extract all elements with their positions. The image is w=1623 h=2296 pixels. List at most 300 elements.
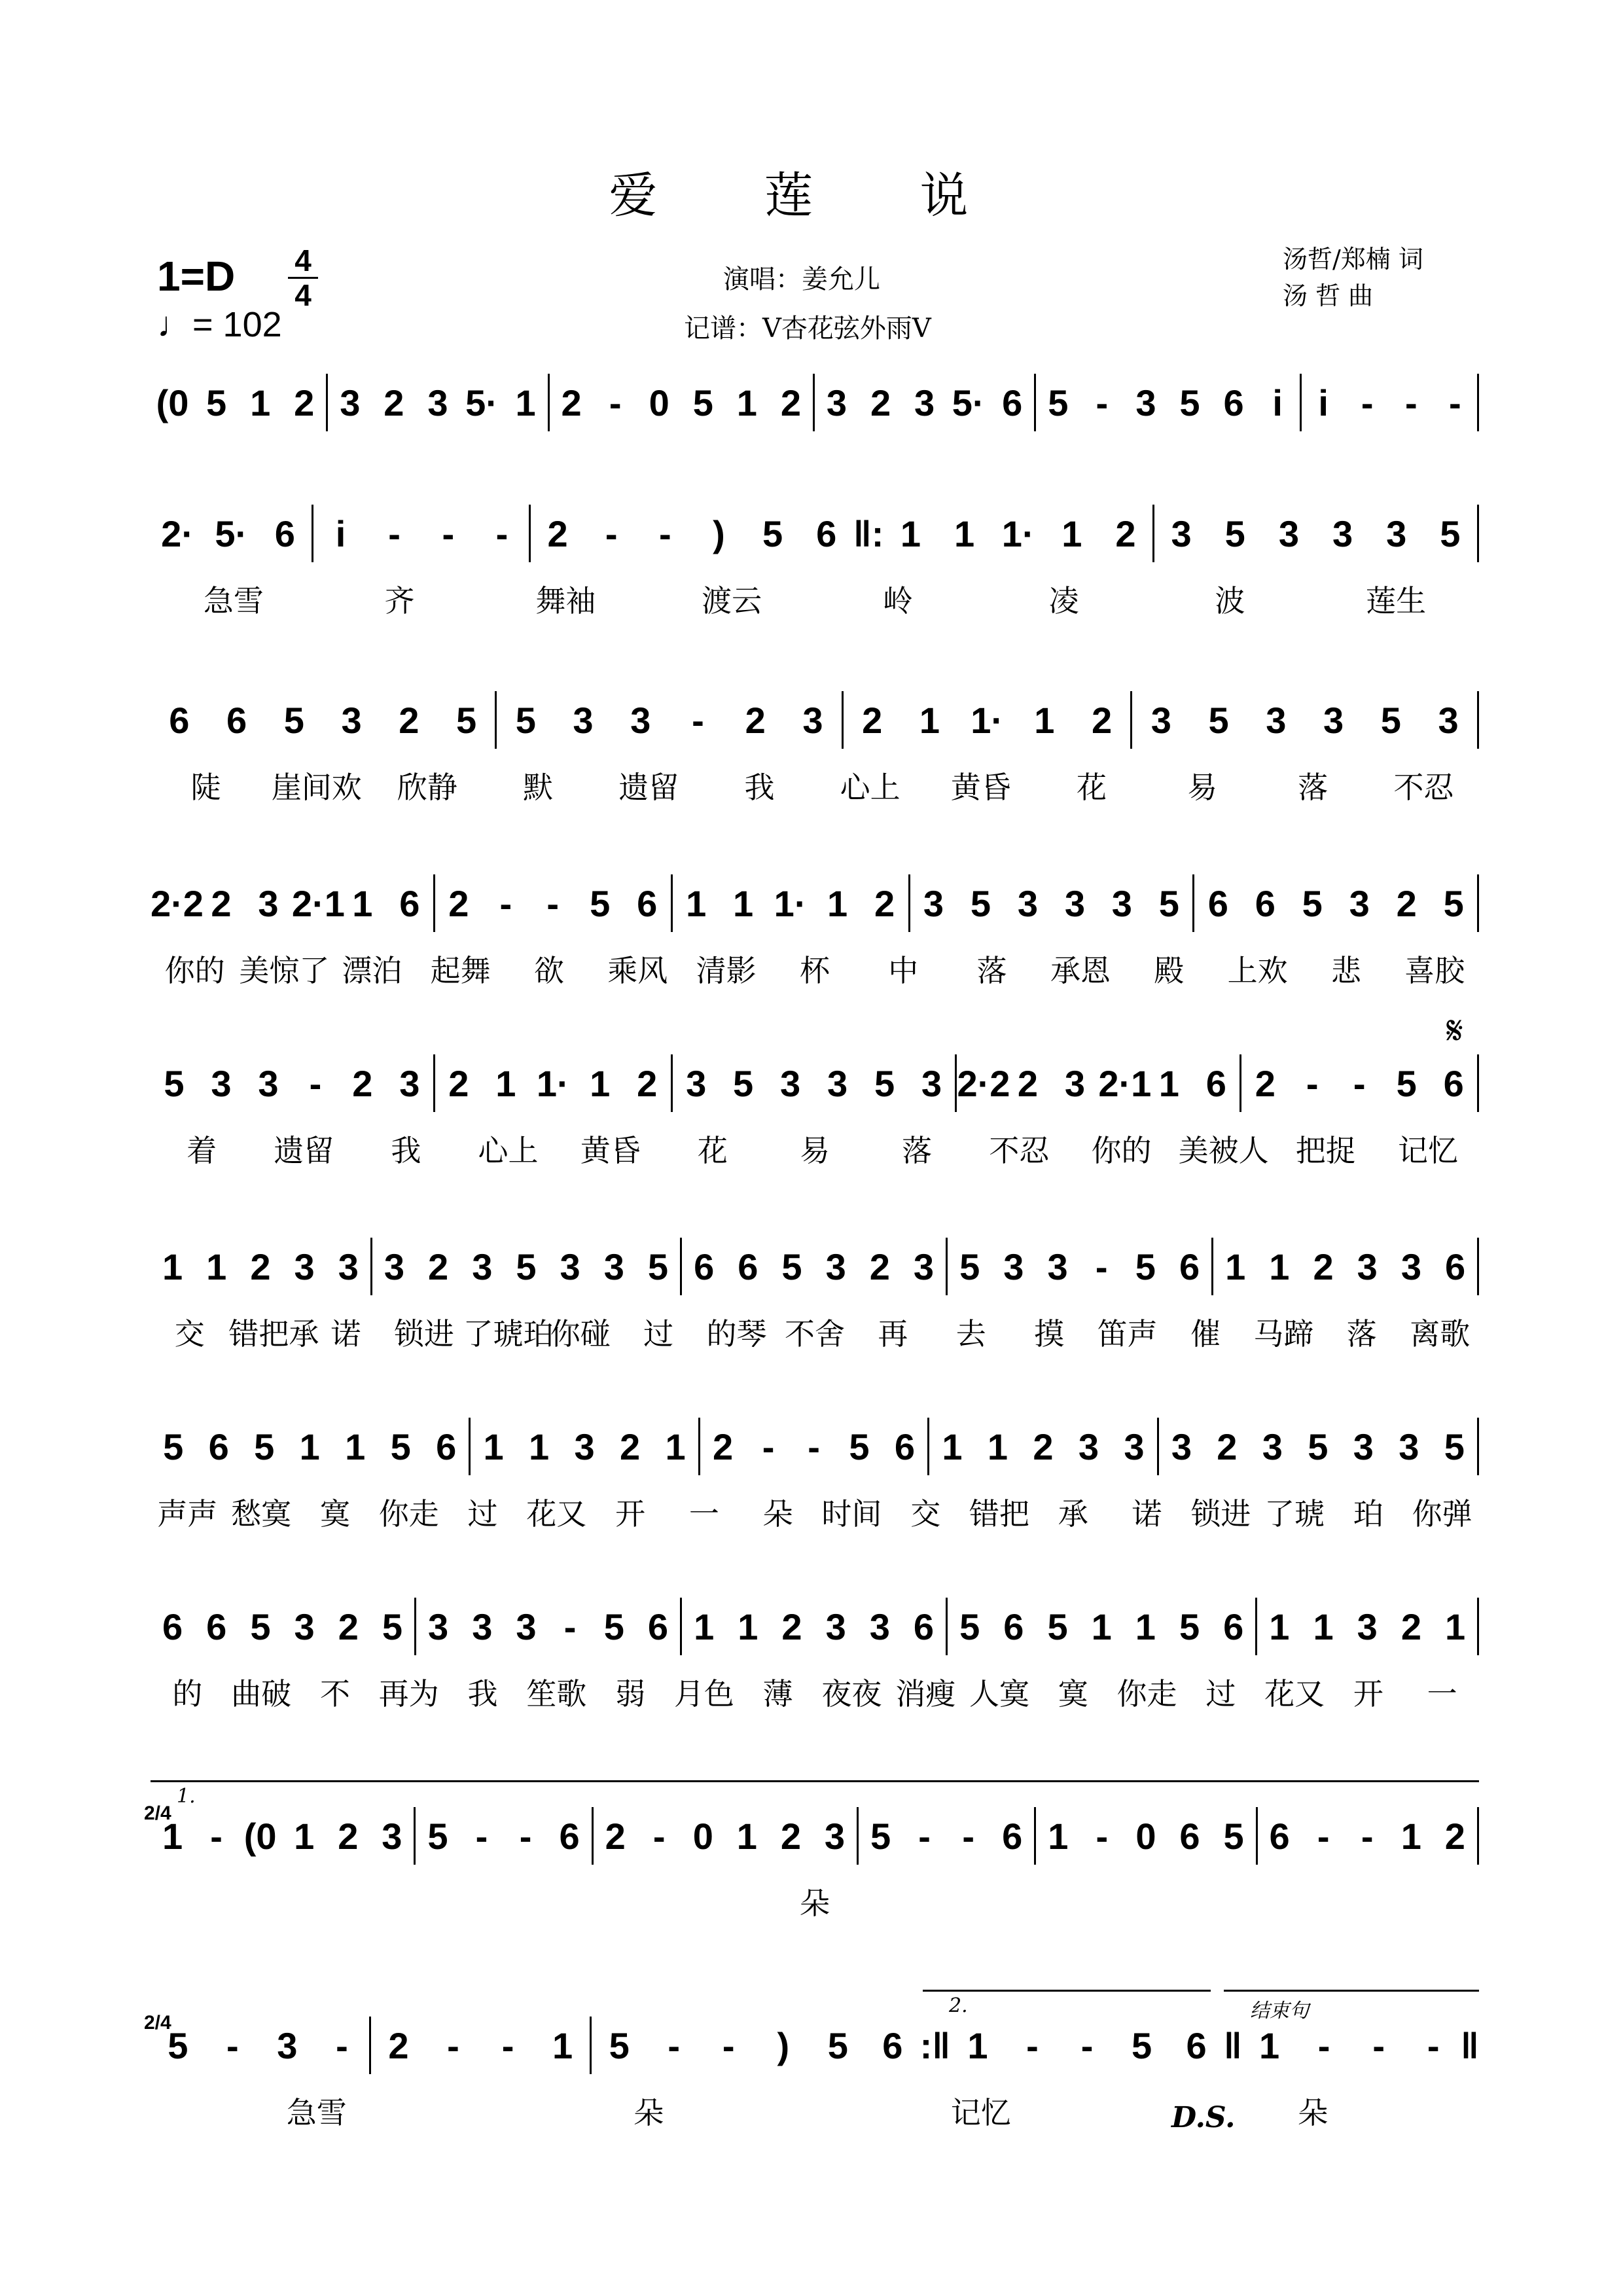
note: 3 <box>1353 1426 1374 1467</box>
note: 2 <box>1115 512 1136 554</box>
note: - <box>309 1062 322 1104</box>
note: 2 <box>547 512 568 554</box>
note: 2 <box>637 1062 658 1104</box>
lyric-word: 欲 <box>533 953 564 988</box>
note: - <box>1095 1246 1108 1287</box>
lyric-word: 过 <box>1205 1676 1236 1712</box>
lyric-word: 落 <box>1346 1316 1377 1352</box>
note: 3 <box>1064 882 1085 924</box>
note: 6 <box>1179 1815 1200 1857</box>
note: 2 <box>1400 1605 1421 1647</box>
lyric-word: 不舍 <box>784 1316 845 1352</box>
note: 2 <box>1033 1426 1054 1467</box>
note: 3 <box>427 382 448 423</box>
note: 1· <box>1001 512 1035 554</box>
lyric-word: 把捉 <box>1295 1133 1356 1168</box>
lyric-word: 美被人 <box>1178 1133 1269 1168</box>
note: 1 <box>162 1246 183 1287</box>
dal-segno-mark: D.S. <box>1171 2101 1236 2134</box>
note: 2 <box>448 1062 469 1104</box>
note: 1 <box>954 512 975 554</box>
note: 3 <box>1400 1246 1421 1287</box>
lyric-word: 锁进 <box>1190 1496 1251 1532</box>
note: 1· <box>971 699 1004 741</box>
notation-line <box>151 1597 1479 1656</box>
note: 3 <box>686 1062 707 1104</box>
repeat-barline: ‖ <box>1460 2024 1479 2066</box>
singer-credit: 演唱：姜允儿 <box>723 264 880 295</box>
lyric-word: 陡 <box>190 770 221 805</box>
lyric-word: 易 <box>1187 770 1218 805</box>
note: 3 <box>827 1062 848 1104</box>
repeat-barline: ‖: <box>853 512 884 554</box>
note: 2·1 <box>291 882 345 924</box>
barline <box>1477 505 1479 562</box>
lyric-word: 你的 <box>164 953 225 988</box>
note: 6 <box>399 882 420 924</box>
lyric-line <box>151 764 1479 803</box>
note: 2 <box>352 1062 373 1104</box>
lyric-word: 你走 <box>1116 1676 1177 1712</box>
note: 1 <box>942 1426 963 1467</box>
lyric-line <box>151 947 1479 986</box>
note: 1 <box>1269 1605 1290 1647</box>
note: 2 <box>862 699 883 741</box>
note: 1 <box>1091 1605 1112 1647</box>
note: 3 <box>825 1246 846 1287</box>
note: 3 <box>1266 699 1287 741</box>
note: - <box>1080 2024 1094 2066</box>
note: 1 <box>1048 1815 1069 1857</box>
notation-line <box>151 1806 1479 1865</box>
note: - <box>1096 1815 1109 1857</box>
note: - <box>605 512 618 554</box>
note: 3 <box>921 1062 942 1104</box>
note: 3 <box>824 1815 846 1857</box>
note: 3 <box>382 1815 402 1857</box>
note: 1 <box>1061 512 1082 554</box>
notation-line <box>151 1237 1479 1296</box>
lyric-word: 乘风 <box>607 953 668 988</box>
note: 1 <box>495 1062 516 1104</box>
note: 2 <box>448 882 469 924</box>
note: 0 <box>649 382 669 423</box>
lyric-line <box>151 577 1479 617</box>
note: - <box>499 882 512 924</box>
note: 6 <box>1002 1815 1023 1857</box>
note: 6 <box>559 1815 580 1857</box>
note: 3 <box>1171 1426 1192 1467</box>
volta-label: 2. <box>949 1994 968 2017</box>
note: 5 <box>762 512 783 554</box>
note: 5 <box>390 1426 411 1467</box>
lyric-word: 马蹄 <box>1253 1316 1314 1352</box>
note: 6 <box>436 1426 457 1467</box>
note: - <box>1317 1815 1330 1857</box>
lyric-word: 不忍 <box>989 1133 1050 1168</box>
lyric-word: 薄 <box>762 1676 793 1712</box>
lyric-word: 离歌 <box>1410 1316 1471 1352</box>
note: 3 <box>258 1062 279 1104</box>
note: 1 <box>967 2024 988 2066</box>
note: - <box>1026 2024 1039 2066</box>
lyric-word: 开 <box>1353 1676 1383 1712</box>
lyric-line <box>151 1880 1479 1919</box>
note: 3 <box>383 1246 405 1287</box>
note: 1 <box>686 882 707 924</box>
note: 5 <box>1380 699 1401 741</box>
note: - <box>1361 382 1374 423</box>
note: 5 <box>1440 512 1461 554</box>
note: 5 <box>1308 1426 1329 1467</box>
note: 6 <box>1269 1815 1290 1857</box>
note: 2 <box>870 382 891 423</box>
lyric-word: 我 <box>467 1676 498 1712</box>
note: - <box>722 2024 735 2066</box>
lyric-word: 记忆 <box>950 2095 1011 2130</box>
note: 2 <box>399 699 419 741</box>
note: 5 <box>168 2024 188 2066</box>
note: - <box>808 1426 820 1467</box>
note: 3 <box>1262 1426 1283 1467</box>
barline <box>1477 1598 1479 1655</box>
note: 1 <box>1258 2024 1280 2066</box>
lyric-word: 美惊了 <box>239 953 330 988</box>
note: 2 <box>620 1426 641 1467</box>
note: 3 <box>1386 512 1407 554</box>
note: - <box>1353 1062 1366 1104</box>
lyric-word: 错把 <box>969 1496 1029 1532</box>
note: - <box>519 1815 532 1857</box>
note: 1 <box>250 382 271 423</box>
lyricist-credit: 汤哲/郑楠 词 <box>1283 245 1423 274</box>
barline <box>1477 691 1479 749</box>
note: 3 <box>869 1605 890 1647</box>
note: 1 <box>529 1426 550 1467</box>
note: 6 <box>226 699 247 741</box>
lyric-word: 了琥珀 <box>463 1316 554 1352</box>
page-title: 爱 莲 说 <box>609 168 1014 224</box>
note: 2 <box>211 882 232 924</box>
barline <box>1477 874 1479 932</box>
note: 1 <box>827 882 848 924</box>
note: 5 <box>1132 2024 1152 2066</box>
note: 5 <box>1179 382 1200 423</box>
lyric-word: 易 <box>800 1133 830 1168</box>
lyric-word: 去 <box>955 1316 986 1352</box>
lyric-word: 杯 <box>799 953 830 988</box>
lyric-word: 凌 <box>1048 583 1079 619</box>
lyric-word: 波 <box>1215 583 1245 619</box>
lyric-word: 朵 <box>800 1886 830 1921</box>
lyric-word: 起舞 <box>430 953 491 988</box>
segno-sign: 𝄋 <box>1446 1008 1463 1054</box>
lyric-word: 莲生 <box>1366 583 1427 619</box>
note: - <box>668 2024 681 2066</box>
lyric-word: 舞袖 <box>535 583 596 619</box>
note: 6 <box>206 1605 227 1647</box>
lyric-word: 喜胶 <box>1404 953 1465 988</box>
note: 5 <box>781 1246 802 1287</box>
note: - <box>1427 2024 1440 2066</box>
note: - <box>1372 2024 1385 2066</box>
lyric-word: 你碰 <box>550 1316 611 1352</box>
note: 5 <box>1302 882 1323 924</box>
note: - <box>1361 1815 1374 1857</box>
note: 3 <box>825 1605 846 1647</box>
lyric-word: 了琥 <box>1264 1496 1325 1532</box>
note: ) <box>713 512 725 554</box>
meter-change-mark: 2/4 <box>144 2012 171 2034</box>
lyric-word: 交 <box>174 1316 205 1352</box>
note: 3 <box>258 882 279 924</box>
lyric-line <box>151 1670 1479 1710</box>
lyric-word: 心上 <box>840 770 901 805</box>
note: 1· <box>774 882 807 924</box>
note: - <box>692 699 704 741</box>
note: 5 <box>959 1246 980 1287</box>
lyric-word: 遗留 <box>274 1133 334 1168</box>
lyric-line <box>151 1490 1479 1530</box>
note: 5 <box>827 2024 848 2066</box>
note: 1 <box>694 1605 715 1647</box>
note: - <box>1404 382 1418 423</box>
note: 5 <box>1179 1605 1200 1647</box>
note: 2 <box>781 1605 802 1647</box>
note: 1 <box>352 882 373 924</box>
note: 3 <box>1124 1426 1145 1467</box>
note: 3 <box>574 1426 595 1467</box>
lyric-word: 渡云 <box>702 583 762 619</box>
note: 6 <box>1003 1605 1024 1647</box>
lyric-word: 笛声 <box>1097 1316 1158 1352</box>
lyric-word: 欣静 <box>397 770 457 805</box>
note: 1 <box>590 1062 611 1104</box>
note: - <box>546 882 560 924</box>
note: 6 <box>1186 2024 1207 2066</box>
note: 0 <box>1135 1815 1156 1857</box>
lyric-word: 珀 <box>1353 1496 1383 1532</box>
note: 1 <box>1158 1062 1179 1104</box>
time-signature <box>288 245 318 310</box>
lyric-word: 的 <box>172 1676 203 1712</box>
note: 1 <box>1225 1246 1246 1287</box>
note: 5 <box>692 382 713 423</box>
note: 3 <box>1357 1605 1378 1647</box>
barline <box>1477 1054 1479 1112</box>
lyric-word: 弱 <box>615 1676 646 1712</box>
lyric-word: 我 <box>391 1133 421 1168</box>
note: 1 <box>345 1426 366 1467</box>
note: - <box>962 1815 974 1857</box>
lyric-word: 落 <box>976 953 1007 988</box>
note: 2·1 <box>1098 1062 1152 1104</box>
note: 3 <box>923 882 944 924</box>
lyric-word: 急雪 <box>203 583 264 619</box>
note: 3 <box>1357 1246 1378 1287</box>
note: 6 <box>637 882 658 924</box>
barline <box>1477 1807 1479 1865</box>
time-signature-top: 4 <box>294 243 312 278</box>
barline <box>1477 1418 1479 1475</box>
lyric-word: 摸 <box>1034 1316 1065 1352</box>
note: - <box>652 1815 666 1857</box>
lyric-word: 默 <box>523 770 554 805</box>
note: 3 <box>1078 1426 1099 1467</box>
volta-label: 1. <box>177 1785 196 1808</box>
tempo-mark: ♩= 102 <box>157 305 282 344</box>
note: 2 <box>780 382 801 423</box>
note: 3 <box>1278 512 1299 554</box>
lyric-word: 你的 <box>1091 1133 1152 1168</box>
note: 5 <box>164 1062 185 1104</box>
lyric-word: 的琴 <box>706 1316 767 1352</box>
note: 5 <box>1224 512 1245 554</box>
composer-credit: 汤 哲 曲 <box>1283 281 1374 310</box>
note: 3 <box>1171 512 1192 554</box>
lyric-word: 错把承 <box>228 1316 319 1352</box>
lyric-word: 再 <box>878 1316 908 1352</box>
note: 6 <box>162 1605 183 1647</box>
note: 3 <box>826 382 847 423</box>
lyric-word: 声声 <box>157 1496 218 1532</box>
note: 3 <box>341 699 362 741</box>
note: 1 <box>552 2024 573 2066</box>
lyric-word: 寞 <box>319 1496 350 1532</box>
lyric-word: 月色 <box>673 1676 734 1712</box>
note: 1 <box>1034 699 1055 741</box>
note: 2·2 <box>151 882 204 924</box>
note: 3 <box>1150 699 1171 741</box>
note: 1 <box>665 1426 686 1467</box>
key-signature: 1=D <box>157 253 236 300</box>
note: 5· <box>952 382 985 423</box>
note: (0 <box>156 382 189 423</box>
note: 1 <box>1269 1246 1290 1287</box>
note: 2 <box>1444 1815 1465 1857</box>
lyric-word: 曲破 <box>231 1676 292 1712</box>
lyric-word: 落 <box>1298 770 1329 805</box>
note: 6 <box>1255 882 1275 924</box>
note: 5 <box>283 699 304 741</box>
note: - <box>226 2024 239 2066</box>
note: 5 <box>609 2024 630 2066</box>
note: - <box>609 382 622 423</box>
lyric-word: 一 <box>688 1496 719 1532</box>
note: 3 <box>428 1605 449 1647</box>
note: 2 <box>388 2024 409 2066</box>
lyric-word: 朵 <box>1298 2095 1329 2130</box>
note: 1 <box>1313 1605 1334 1647</box>
note: 1 <box>1444 1605 1466 1647</box>
note: 2 <box>561 382 582 423</box>
repeat-barline: :‖ <box>919 2024 951 2066</box>
lyric-word: 承恩 <box>1050 953 1111 988</box>
lyric-word: 不 <box>319 1676 350 1712</box>
note: - <box>1096 382 1109 423</box>
note: 5 <box>1135 1246 1156 1287</box>
note: 2 <box>745 699 766 741</box>
note: 3 <box>1349 882 1370 924</box>
lyric-word: 笙歌 <box>526 1676 587 1712</box>
note: 2 <box>338 1605 359 1647</box>
volta-bracket <box>923 1990 1211 2017</box>
note: 2 <box>780 1815 801 1857</box>
note: 3 <box>338 1246 359 1287</box>
notation-line <box>151 1417 1479 1476</box>
note: 1 <box>294 1815 315 1857</box>
lyric-word: 你走 <box>378 1496 439 1532</box>
note: 3 <box>1017 882 1038 924</box>
note: 3 <box>1438 699 1459 741</box>
note: ) <box>777 2024 790 2066</box>
note: 3 <box>1111 882 1132 924</box>
lyric-word: 消瘦 <box>895 1676 956 1712</box>
note: i <box>1318 382 1329 423</box>
lyric-word: 我 <box>744 770 775 805</box>
lyric-line <box>151 1310 1479 1350</box>
note: 3 <box>294 1246 315 1287</box>
note: 6 <box>913 1605 935 1647</box>
volta-bracket <box>151 1780 1479 1808</box>
note: 6 <box>1444 1246 1466 1287</box>
note: 6 <box>1443 1062 1464 1104</box>
lyric-word: 花又 <box>1264 1676 1325 1712</box>
note: 5 <box>1048 382 1069 423</box>
note: 1 <box>736 382 757 423</box>
notation-line <box>151 504 1479 563</box>
note: 1 <box>900 512 921 554</box>
note: 6 <box>816 512 837 554</box>
note: 5 <box>1223 1815 1244 1857</box>
note: 5 <box>382 1605 403 1647</box>
lyric-line <box>151 1127 1479 1166</box>
note: 5 <box>1208 699 1229 741</box>
note: 2 <box>1017 1062 1038 1104</box>
lyric-word: 不忍 <box>1393 770 1454 805</box>
note: 3 <box>294 1605 315 1647</box>
lyric-word: 朵 <box>633 2095 664 2130</box>
note: 3 <box>913 1246 935 1287</box>
note: 5 <box>1443 882 1464 924</box>
note: 5 <box>515 699 536 741</box>
note: 6 <box>738 1246 758 1287</box>
note: 1 <box>483 1426 504 1467</box>
note: 2 <box>294 382 315 423</box>
note: - <box>918 1815 931 1857</box>
note: 6 <box>1223 1605 1244 1647</box>
note: 2 <box>1092 699 1113 741</box>
note: 1 <box>738 1605 758 1647</box>
lyric-word: 崖间欢 <box>271 770 362 805</box>
lyric-word: 花又 <box>526 1496 587 1532</box>
lyric-word: 黄昏 <box>950 770 1011 805</box>
note: 3 <box>1399 1426 1419 1467</box>
note: 1 <box>515 382 536 423</box>
note: 3 <box>1064 1062 1085 1104</box>
note: i <box>1272 382 1283 423</box>
lyric-word: 过 <box>643 1316 674 1352</box>
note: 3 <box>1003 1246 1024 1287</box>
note: 3 <box>1323 699 1344 741</box>
note: 5 <box>970 882 991 924</box>
note: 2 <box>712 1426 734 1467</box>
note: - <box>495 512 508 554</box>
note: 5 <box>1444 1426 1465 1467</box>
notation-line <box>151 2016 1479 2075</box>
note: 1 <box>299 1426 320 1467</box>
note: 3 <box>603 1246 624 1287</box>
